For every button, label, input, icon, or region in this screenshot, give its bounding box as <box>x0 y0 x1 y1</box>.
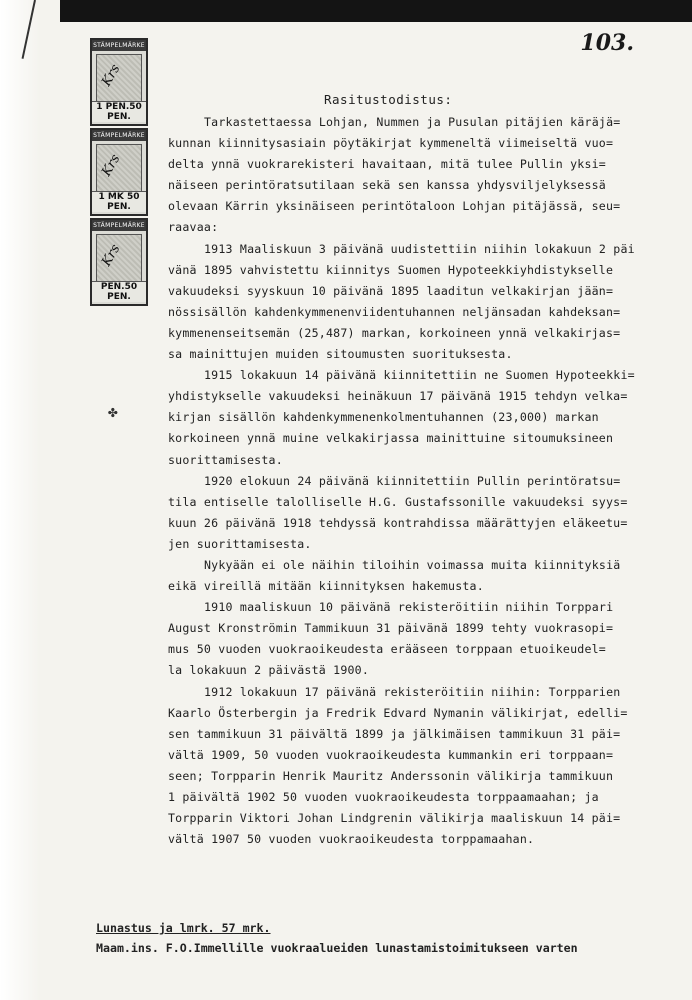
stamp-header: STÄMPELMÄRKE <box>93 222 145 229</box>
page-number: 103. <box>580 30 634 56</box>
fee-annotation <box>96 918 676 958</box>
revenue-stamp-1 <box>90 38 148 126</box>
text-line: kirjan sisällön kahdenkymmenenkolmentuhannen (23,000) markan <box>168 410 599 425</box>
text-line: nössisällön kahdenkymmenenviidentuhannen neljänsadan kahdeksan= <box>168 304 621 319</box>
margin-mark-icon: ✤ <box>108 402 118 421</box>
text-line: la lokakuun 2 päivästä 1900. <box>168 663 370 678</box>
scan-top-border <box>60 0 692 22</box>
text-line: Tarkastettaessa Lohjan, Nummen ja Pusulan pitäjien käräjä= <box>204 115 621 129</box>
text-line: Torpparin Viktori Johan Lindgrenin välikirja maaliskuun 14 päi= <box>168 811 621 826</box>
text-line: tila entiselle talolliselle H.G. Gustafssonille vakuudeksi syys= <box>168 494 628 509</box>
stamp-value: PEN.50 PEN. <box>92 281 146 302</box>
text-line: August Kronströmin Tammikuun 31 päivänä 1899 tehty vuokrasopi= <box>168 621 614 636</box>
text-line: mus 50 vuoden vuokraoikeudesta erääseen torppaan etuoikeudel= <box>168 642 606 657</box>
text-line: 1912 lokakuun 17 päivänä rekisteröitiin niihin: Torpparien <box>204 684 621 699</box>
text-line: kymmenenseitsemän (25,487) markan, korkoineen ynnä velkakirjas= <box>168 325 621 340</box>
stamp-header: STÄMPELMÄRKE <box>93 132 145 139</box>
stamp-cancellation-signature: Krs <box>99 151 124 180</box>
text-line: yhdistykselle vakuudeksi heinäkuun 17 päivänä 1915 tehdyn velka= <box>168 389 628 404</box>
text-line: jen suorittamisesta. <box>168 536 312 551</box>
text-line: suorittamisesta. <box>168 452 283 467</box>
stamp-cancellation-signature: Krs <box>99 241 124 270</box>
text-line: 1913 Maaliskuun 3 päivänä uudistettiin niihin lokakuun 2 päi <box>204 241 635 256</box>
fee-line: Lunastus ja lmrk. 57 mrk. <box>96 921 271 935</box>
document-heading: Rasitustodistus: <box>324 92 453 107</box>
stamp-value: 1 PEN.50 PEN. <box>92 101 146 122</box>
scan-left-margin <box>0 0 58 1000</box>
text-line: korkoineen ynnä muine velkakirjassa mainittuine sitoumuksineen <box>168 431 614 446</box>
revenue-stamp-3 <box>90 218 148 306</box>
text-line: 1915 lokakuun 14 päivänä kiinnitettiin ne Suomen Hypoteekki= <box>204 368 635 383</box>
text-line: delta ynnä vuokrarekisteri havaitaan, mitä tulee Pullin yksi= <box>168 157 606 172</box>
text-line: vältä 1909, 50 vuoden vuokraoikeudesta kummankin eri torppaan= <box>168 747 614 762</box>
stamp-header: STÄMPELMÄRKE <box>93 42 145 49</box>
text-line: Nykyään ei ole näihin tiloihin voimassa muita kiinnityksiä <box>204 557 621 572</box>
text-line: vakuudeksi syyskuun 10 päivänä 1895 laaditun velkakirjan jään= <box>168 283 614 298</box>
text-line: Kaarlo Österbergin ja Fredrik Edvard Nymanin välikirjat, edelli= <box>168 705 628 720</box>
text-line: vänä 1895 vahvistettu kiinnitys Suomen Hypoteekkiyhdistykselle <box>168 262 614 277</box>
text-line: eikä vireillä mitään kiinnityksen hakemusta. <box>168 579 484 594</box>
text-line: näiseen perintöratsutilaan sekä sen kanssa yhdysviljelyksessä <box>168 178 606 193</box>
text-line: vältä 1907 50 vuoden vuokraoikeudesta torppamaahan. <box>168 832 535 847</box>
text-line: 1920 elokuun 24 päivänä kiinnitettiin Pullin perintöratsu= <box>204 473 621 488</box>
revenue-stamp-2 <box>90 128 148 216</box>
text-line: kuun 26 päivänä 1918 tehdyssä kontrahdissa määrättyjen eläkeetu= <box>168 515 628 530</box>
text-line: kunnan kiinnitysasiain pöytäkirjat kymmeneltä viimeiseltä vuo= <box>168 136 614 151</box>
recipient-line: Maam.ins. F.O.Immellille vuokraalueiden lunastamistoimitukseen varten <box>96 941 578 955</box>
text-line: sen tammikuun 31 päivältä 1899 ja jälkimäisen tammikuun 31 päi= <box>168 726 621 741</box>
text-line: 1 päivältä 1902 50 vuoden vuokraoikeudesta torppaamaahan; ja <box>168 790 599 804</box>
text-line: sa mainittujen muiden sitoumusten suorituksesta. <box>168 347 513 362</box>
stamp-value: 1 MK 50 PEN. <box>92 191 146 212</box>
document-body <box>168 112 668 850</box>
text-line: 1910 maaliskuun 10 päivänä rekisteröitiin niihin Torppari <box>204 600 614 615</box>
text-line: raavaa: <box>168 220 219 235</box>
text-line: olevaan Kärrin yksinäiseen perintötaloon Lohjan pitäjässä, seu= <box>168 199 621 214</box>
text-line: seen; Torpparin Henrik Mauritz Anderssonin välikirja tammikuun <box>168 768 614 783</box>
stamp-cancellation-signature: Krs <box>99 61 124 90</box>
